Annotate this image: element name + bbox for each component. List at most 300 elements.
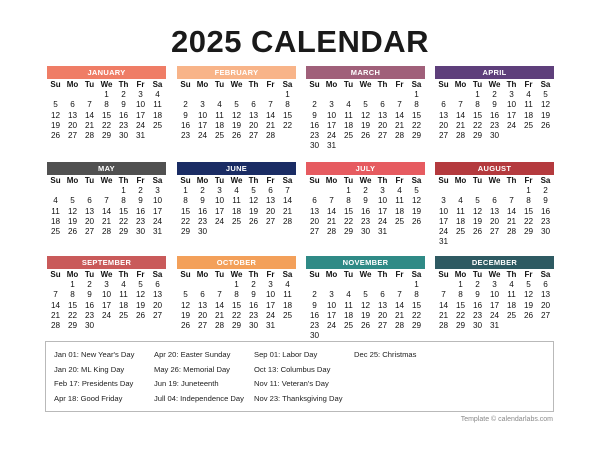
day-cell: 11 xyxy=(344,110,353,120)
day-cell: 28 xyxy=(265,131,276,141)
day-cell: 3 xyxy=(268,280,273,289)
empty-day-cell xyxy=(64,90,81,100)
day-cell: 6 xyxy=(87,196,92,206)
day-cell: 29 xyxy=(411,321,422,331)
day-cell: 16 xyxy=(197,206,208,216)
day-cell: 2 xyxy=(363,186,368,195)
empty-day-cell xyxy=(47,280,64,290)
day-cell: 15 xyxy=(411,300,422,310)
holiday-item: Apr 20: Easter Sunday xyxy=(154,350,231,359)
weekday-label: We xyxy=(230,270,243,279)
weekday-label: Th xyxy=(377,270,388,279)
day-cell: 1 xyxy=(346,186,351,195)
day-cell: 18 xyxy=(506,300,517,310)
month-header: DECEMBER xyxy=(435,256,554,269)
day-cell: 29 xyxy=(118,227,129,237)
day-cell: 5 xyxy=(70,196,75,206)
day-cell: 11 xyxy=(283,290,292,300)
day-cell: 5 xyxy=(53,100,58,110)
day-cell: 7 xyxy=(458,100,463,110)
weekday-label: Th xyxy=(377,80,388,89)
day-cell: 25 xyxy=(343,131,354,141)
weekday-label: Fr xyxy=(266,176,275,185)
day-cell: 6 xyxy=(268,186,273,195)
holiday-item: Oct 13: Columbus Day xyxy=(254,365,331,374)
day-cell: 10 xyxy=(438,206,449,216)
day-cell: 11 xyxy=(344,300,353,310)
day-cell: 22 xyxy=(118,216,129,226)
weekday-label: Th xyxy=(506,270,517,279)
empty-day-cell xyxy=(211,90,228,100)
weekday-label: Fr xyxy=(136,270,145,279)
day-cell: 21 xyxy=(50,310,61,320)
day-cell: 10 xyxy=(152,196,163,206)
day-cell: 27 xyxy=(438,131,449,141)
holiday-item: Sep 01: Labor Day xyxy=(254,350,318,359)
day-cell: 9 xyxy=(251,290,256,300)
day-cell: 7 xyxy=(53,290,58,300)
day-cell: 11 xyxy=(456,206,465,216)
day-cell: 5 xyxy=(183,290,188,300)
day-cell: 27 xyxy=(309,227,320,237)
day-cell: 12 xyxy=(180,300,191,310)
day-cell: 20 xyxy=(489,216,500,226)
day-cell: 2 xyxy=(543,186,548,195)
weekday-label: Su xyxy=(180,80,191,89)
month-february xyxy=(177,66,296,141)
day-cell: 1 xyxy=(104,90,109,99)
weekday-label: Fr xyxy=(266,80,275,89)
day-cell: 2 xyxy=(312,290,317,300)
day-grid xyxy=(177,280,296,331)
weekday-label: We xyxy=(359,270,372,279)
month-header: JULY xyxy=(306,162,425,175)
day-cell: 4 xyxy=(346,290,351,300)
day-cell: 15 xyxy=(411,110,422,120)
weekday-label: Sa xyxy=(411,176,422,185)
weekday-label: Sa xyxy=(540,270,551,279)
day-cell: 10 xyxy=(135,100,146,110)
weekday-header-row xyxy=(177,176,296,186)
day-cell: 23 xyxy=(118,120,129,130)
day-cell: 16 xyxy=(84,300,95,310)
weekday-label: Mo xyxy=(196,270,209,279)
day-cell: 19 xyxy=(135,300,146,310)
day-cell: 28 xyxy=(50,321,61,331)
day-cell: 27 xyxy=(84,227,95,237)
weekday-label: Sa xyxy=(282,176,293,185)
weekday-label: Mo xyxy=(196,176,209,185)
day-cell: 6 xyxy=(441,100,446,110)
day-cell: 7 xyxy=(441,290,446,300)
day-grid xyxy=(177,90,296,141)
day-cell: 26 xyxy=(67,227,78,237)
day-cell: 20 xyxy=(84,216,95,226)
day-grid xyxy=(47,280,166,331)
day-cell: 6 xyxy=(543,280,548,289)
day-cell: 14 xyxy=(326,206,337,216)
day-cell: 20 xyxy=(309,216,320,226)
day-cell: 19 xyxy=(50,120,61,130)
day-cell: 8 xyxy=(458,290,463,300)
day-cell: 11 xyxy=(215,110,224,120)
day-cell: 1 xyxy=(121,186,126,195)
day-cell: 2 xyxy=(200,186,205,195)
day-cell: 22 xyxy=(472,120,483,130)
day-cell: 21 xyxy=(455,120,466,130)
empty-day-cell xyxy=(357,90,374,100)
weekday-header-row xyxy=(47,270,166,280)
day-cell: 3 xyxy=(509,90,514,99)
empty-day-cell xyxy=(435,90,452,100)
day-cell: 29 xyxy=(455,321,466,331)
weekday-label: Su xyxy=(309,270,320,279)
day-cell: 15 xyxy=(455,300,466,310)
weekday-header-row xyxy=(306,176,425,186)
day-cell: 24 xyxy=(135,120,146,130)
day-cell: 13 xyxy=(377,110,388,120)
month-header: JANUARY xyxy=(47,66,166,79)
day-cell: 26 xyxy=(360,321,371,331)
day-cell: 18 xyxy=(214,120,225,130)
day-cell: 20 xyxy=(438,120,449,130)
day-cell: 22 xyxy=(282,120,293,130)
day-cell: 25 xyxy=(118,310,129,320)
empty-day-cell xyxy=(81,90,98,100)
day-cell: 4 xyxy=(285,280,290,289)
day-cell: 8 xyxy=(234,290,239,300)
weekday-label: Mo xyxy=(196,80,209,89)
day-cell: 16 xyxy=(489,110,500,120)
day-cell: 21 xyxy=(101,216,112,226)
day-cell: 18 xyxy=(282,300,293,310)
day-cell: 15 xyxy=(343,206,354,216)
day-cell: 16 xyxy=(360,206,371,216)
day-cell: 7 xyxy=(329,196,334,206)
day-cell: 21 xyxy=(214,310,225,320)
day-cell: 1 xyxy=(234,280,239,289)
day-cell: 31 xyxy=(377,227,388,237)
weekday-label: Th xyxy=(506,80,517,89)
day-cell: 28 xyxy=(282,216,293,226)
empty-day-cell xyxy=(98,186,115,196)
day-cell: 23 xyxy=(309,321,320,331)
day-cell: 18 xyxy=(50,216,61,226)
day-cell: 5 xyxy=(234,100,239,110)
weekday-label: Tu xyxy=(84,80,95,89)
empty-day-cell xyxy=(81,186,98,196)
day-cell: 13 xyxy=(67,110,78,120)
month-header: OCTOBER xyxy=(177,256,296,269)
day-cell: 16 xyxy=(180,120,191,130)
weekday-label: We xyxy=(100,270,113,279)
day-cell: 31 xyxy=(438,237,449,247)
day-cell: 12 xyxy=(360,110,371,120)
day-cell: 17 xyxy=(101,300,112,310)
holiday-item: Apr 18: Good Friday xyxy=(54,394,123,403)
day-cell: 14 xyxy=(438,300,449,310)
day-cell: 13 xyxy=(438,110,449,120)
weekday-label: Tu xyxy=(214,270,225,279)
weekday-header-row xyxy=(177,80,296,90)
month-september xyxy=(47,256,166,331)
weekday-label: Mo xyxy=(66,270,79,279)
day-cell: 5 xyxy=(526,280,531,289)
day-cell: 17 xyxy=(214,206,225,216)
weekday-label: Mo xyxy=(66,80,79,89)
day-cell: 22 xyxy=(180,216,191,226)
day-cell: 28 xyxy=(438,321,449,331)
day-cell: 13 xyxy=(265,196,276,206)
empty-day-cell xyxy=(486,186,503,196)
day-cell: 15 xyxy=(67,300,78,310)
day-cell: 10 xyxy=(326,110,337,120)
day-cell: 22 xyxy=(67,310,78,320)
weekday-label: We xyxy=(488,176,501,185)
day-cell: 26 xyxy=(472,227,483,237)
day-cell: 5 xyxy=(475,196,480,206)
day-cell: 21 xyxy=(506,216,517,226)
weekday-label: Fr xyxy=(395,270,404,279)
day-cell: 31 xyxy=(152,227,163,237)
day-cell: 12 xyxy=(523,290,534,300)
empty-day-cell xyxy=(503,186,520,196)
day-cell: 24 xyxy=(214,216,225,226)
weekday-header-row xyxy=(306,270,425,280)
day-cell: 15 xyxy=(180,206,191,216)
day-cell: 12 xyxy=(472,206,483,216)
weekday-label: We xyxy=(230,80,243,89)
day-cell: 17 xyxy=(197,120,208,130)
day-cell: 16 xyxy=(540,206,551,216)
weekday-label: Su xyxy=(50,270,61,279)
day-cell: 28 xyxy=(84,131,95,141)
holiday-item: Jan 01: New Year's Day xyxy=(54,350,135,359)
day-cell: 2 xyxy=(87,280,92,289)
empty-day-cell xyxy=(391,90,408,100)
day-cell: 27 xyxy=(540,310,551,320)
weekday-label: Fr xyxy=(524,270,533,279)
day-cell: 19 xyxy=(360,120,371,130)
day-cell: 16 xyxy=(309,310,320,320)
day-cell: 10 xyxy=(326,300,337,310)
month-november xyxy=(306,256,425,342)
day-cell: 3 xyxy=(380,186,385,195)
day-cell: 22 xyxy=(411,310,422,320)
empty-day-cell xyxy=(306,280,323,290)
empty-day-cell xyxy=(374,90,391,100)
day-cell: 27 xyxy=(265,216,276,226)
day-cell: 20 xyxy=(377,310,388,320)
day-cell: 2 xyxy=(312,100,317,110)
day-cell: 29 xyxy=(180,227,191,237)
day-cell: 9 xyxy=(312,110,317,120)
day-cell: 16 xyxy=(118,110,129,120)
weekday-header-row xyxy=(306,80,425,90)
holiday-list xyxy=(45,341,554,412)
day-cell: 30 xyxy=(309,331,320,341)
day-cell: 21 xyxy=(282,206,293,216)
day-cell: 4 xyxy=(526,90,531,99)
weekday-label: Th xyxy=(377,176,388,185)
weekday-label: Fr xyxy=(395,80,404,89)
month-header: APRIL xyxy=(435,66,554,79)
day-cell: 25 xyxy=(231,216,242,226)
weekday-header-row xyxy=(435,270,554,280)
weekday-label: Su xyxy=(309,80,320,89)
weekday-label: Sa xyxy=(411,270,422,279)
day-cell: 23 xyxy=(84,310,95,320)
day-cell: 4 xyxy=(121,280,126,289)
day-cell: 9 xyxy=(87,290,92,300)
day-cell: 21 xyxy=(326,216,337,226)
day-cell: 9 xyxy=(543,196,548,206)
day-cell: 4 xyxy=(155,90,160,99)
day-cell: 28 xyxy=(506,227,517,237)
day-grid xyxy=(306,280,425,342)
day-cell: 29 xyxy=(67,321,78,331)
day-cell: 13 xyxy=(197,300,208,310)
month-header: MARCH xyxy=(306,66,425,79)
day-cell: 15 xyxy=(101,110,112,120)
weekday-label: Su xyxy=(438,176,449,185)
day-cell: 20 xyxy=(540,300,551,310)
day-cell: 14 xyxy=(50,300,61,310)
day-cell: 11 xyxy=(119,290,128,300)
day-cell: 1 xyxy=(458,280,463,289)
weekday-label: Fr xyxy=(136,80,145,89)
day-cell: 19 xyxy=(231,120,242,130)
day-cell: 20 xyxy=(248,120,259,130)
day-cell: 19 xyxy=(472,216,483,226)
day-cell: 6 xyxy=(155,280,160,289)
weekday-label: Su xyxy=(309,176,320,185)
day-cell: 19 xyxy=(180,310,191,320)
day-cell: 1 xyxy=(183,186,188,195)
day-cell: 13 xyxy=(489,206,500,216)
empty-day-cell xyxy=(340,280,357,290)
template-credit[interactable]: Template © calendarlabs.com xyxy=(460,416,553,423)
day-cell: 4 xyxy=(458,196,463,206)
day-cell: 14 xyxy=(394,110,405,120)
day-cell: 18 xyxy=(343,310,354,320)
day-cell: 29 xyxy=(472,131,483,141)
day-cell: 5 xyxy=(414,186,419,195)
weekday-label: We xyxy=(359,176,372,185)
empty-day-cell xyxy=(194,90,211,100)
day-cell: 12 xyxy=(135,290,146,300)
day-cell: 28 xyxy=(455,131,466,141)
day-cell: 1 xyxy=(526,186,531,195)
weekday-header-row xyxy=(177,270,296,280)
day-cell: 22 xyxy=(343,216,354,226)
weekday-header-row xyxy=(47,80,166,90)
month-january xyxy=(47,66,166,141)
day-cell: 18 xyxy=(523,110,534,120)
day-cell: 18 xyxy=(231,206,242,216)
month-july xyxy=(306,162,425,237)
weekday-label: Sa xyxy=(152,270,163,279)
day-cell: 27 xyxy=(67,131,78,141)
weekday-label: Sa xyxy=(411,80,422,89)
empty-day-cell xyxy=(177,90,194,100)
day-cell: 21 xyxy=(394,310,405,320)
empty-day-cell xyxy=(452,186,469,196)
month-october xyxy=(177,256,296,331)
day-cell: 16 xyxy=(472,300,483,310)
day-cell: 6 xyxy=(380,100,385,110)
day-cell: 25 xyxy=(282,310,293,320)
weekday-label: Tu xyxy=(84,270,95,279)
day-grid xyxy=(435,280,554,331)
day-cell: 5 xyxy=(251,186,256,195)
day-cell: 17 xyxy=(377,206,388,216)
weekday-label: We xyxy=(100,176,113,185)
day-cell: 24 xyxy=(197,131,208,141)
day-cell: 24 xyxy=(438,227,449,237)
weekday-label: We xyxy=(230,176,243,185)
day-cell: 15 xyxy=(231,300,242,310)
day-cell: 8 xyxy=(121,196,126,206)
empty-day-cell xyxy=(435,280,452,290)
day-cell: 23 xyxy=(540,216,551,226)
day-cell: 30 xyxy=(248,321,259,331)
month-april xyxy=(435,66,554,141)
day-cell: 9 xyxy=(312,300,317,310)
weekday-header-row xyxy=(47,176,166,186)
day-cell: 23 xyxy=(180,131,191,141)
day-cell: 31 xyxy=(489,321,500,331)
day-cell: 21 xyxy=(265,120,276,130)
day-cell: 1 xyxy=(70,280,75,289)
day-cell: 8 xyxy=(183,196,188,206)
day-cell: 4 xyxy=(397,186,402,195)
day-cell: 24 xyxy=(101,310,112,320)
day-cell: 29 xyxy=(231,321,242,331)
day-cell: 8 xyxy=(70,290,75,300)
day-cell: 27 xyxy=(197,321,208,331)
empty-day-cell xyxy=(323,90,340,100)
holiday-item: Jull 04: Independence Day xyxy=(154,394,244,403)
day-cell: 14 xyxy=(214,300,225,310)
empty-day-cell xyxy=(64,186,81,196)
weekday-label: Sa xyxy=(282,270,293,279)
day-cell: 30 xyxy=(472,321,483,331)
day-cell: 27 xyxy=(377,131,388,141)
day-cell: 14 xyxy=(455,110,466,120)
empty-day-cell xyxy=(357,280,374,290)
day-cell: 12 xyxy=(248,196,259,206)
day-cell: 14 xyxy=(506,206,517,216)
day-cell: 31 xyxy=(135,131,146,141)
day-cell: 8 xyxy=(414,100,419,110)
day-cell: 27 xyxy=(489,227,500,237)
day-cell: 8 xyxy=(414,290,419,300)
month-header: MAY xyxy=(47,162,166,175)
empty-day-cell xyxy=(323,280,340,290)
day-cell: 22 xyxy=(523,216,534,226)
day-cell: 24 xyxy=(489,310,500,320)
day-cell: 20 xyxy=(377,120,388,130)
month-header: SEPTEMBER xyxy=(47,256,166,269)
day-grid xyxy=(47,90,166,141)
day-cell: 3 xyxy=(329,290,334,300)
day-cell: 13 xyxy=(540,290,551,300)
day-cell: 18 xyxy=(455,216,466,226)
day-cell: 20 xyxy=(197,310,208,320)
day-cell: 29 xyxy=(343,227,354,237)
day-cell: 29 xyxy=(523,227,534,237)
